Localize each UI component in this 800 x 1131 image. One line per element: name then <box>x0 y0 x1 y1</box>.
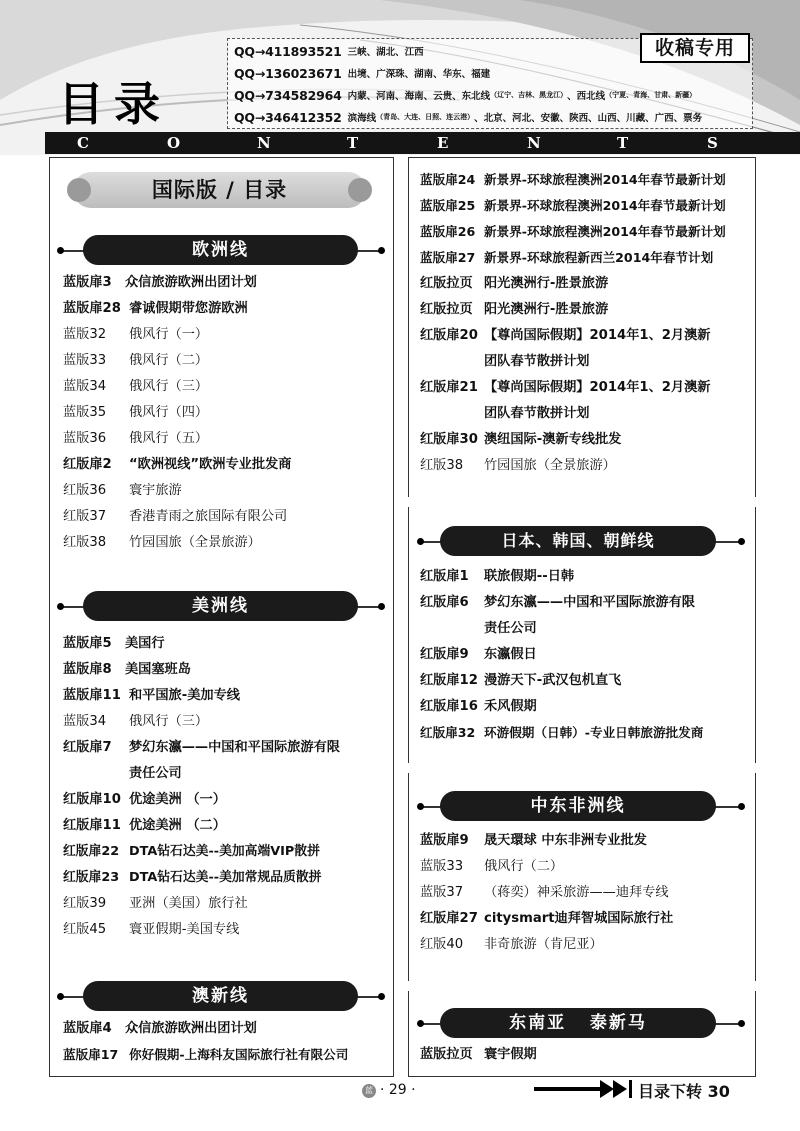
list-item[interactable] <box>63 683 240 709</box>
list-item[interactable] <box>63 478 182 504</box>
entry-text: 竹园国旅（全景旅游） <box>484 458 616 473</box>
entry-text: 非奇旅游（肯尼亚） <box>484 937 603 952</box>
entry-text: 俄风行（一） <box>129 327 209 342</box>
contents-letter: S <box>707 134 718 152</box>
entry-text: 你好假期-上海科友国际旅行社有限公司 <box>129 1047 349 1062</box>
entry-text: 睿诚假期带您游欧洲 <box>129 301 248 316</box>
entry-code: 红版扉2 <box>63 457 112 472</box>
entry-text: 阳光澳洲行-胜景旅游 <box>484 302 609 317</box>
entry-text: 竹园国旅（全景旅游） <box>129 535 261 550</box>
contents-letter: N <box>257 134 271 152</box>
entry-code: 红版扉27 <box>420 911 478 926</box>
entry-text: citysmart迪拜智城国际旅行社 <box>484 911 674 926</box>
qq-number: QQ→734582964 <box>234 87 342 103</box>
list-item[interactable] <box>420 1042 537 1068</box>
list-item[interactable] <box>63 348 208 374</box>
list-item[interactable] <box>420 167 726 193</box>
list-item[interactable] <box>420 271 608 297</box>
entry-text: 禾风假期 <box>484 699 537 714</box>
entry-code: 红版扉16 <box>420 699 478 714</box>
list-item[interactable] <box>420 564 574 590</box>
entry-code: 红版37 <box>63 509 107 524</box>
entry-text: 俄风行（四） <box>129 405 209 420</box>
entry-code: 蓝版扉3 <box>63 275 112 290</box>
list-item[interactable] <box>63 270 257 296</box>
entry-text: 【尊尚国际假期】2014年1、2月澳新 <box>484 328 711 343</box>
list-item[interactable] <box>420 854 563 880</box>
list-item[interactable] <box>63 787 226 813</box>
rule-dot <box>738 538 745 545</box>
list-item[interactable] <box>420 401 590 427</box>
entry-text: 新景界-环球旅程新西兰2014年春节计划 <box>484 250 714 265</box>
list-item[interactable] <box>420 642 537 668</box>
entry-code: 红版拉页 <box>420 276 473 291</box>
section-title-oceania: 澳新线 <box>83 981 358 1011</box>
entry-text: 团队春节散拼计划 <box>484 406 590 421</box>
list-item[interactable] <box>420 932 603 958</box>
rule-dot <box>378 603 385 610</box>
entry-text: 梦幻东瀛——中国和平国际旅游有限 <box>129 740 340 755</box>
entry-code: 红版39 <box>63 896 107 911</box>
entry-text: （蒋奕）神采旅游——迪拜专线 <box>484 885 669 900</box>
rule-dot <box>378 247 385 254</box>
list-item[interactable] <box>420 590 695 616</box>
entry-code: 蓝版拉页 <box>420 1047 473 1062</box>
entry-code: 蓝版扉11 <box>63 688 121 703</box>
qq-region-tail: 、西北线 <box>567 91 606 102</box>
contents-bar <box>45 132 800 154</box>
qq-region: 内蒙、河南、海南、云贵、东北线 <box>347 91 491 102</box>
list-item[interactable] <box>63 865 321 891</box>
rule-dot <box>57 603 64 610</box>
list-item[interactable] <box>420 219 726 245</box>
list-item[interactable] <box>63 1042 348 1068</box>
entry-text: 东瀛假日 <box>484 647 537 662</box>
list-item[interactable] <box>63 735 340 761</box>
continue-to-next-page[interactable]: 目录下转 30 <box>638 1082 730 1101</box>
entry-text: 俄风行（五） <box>129 431 209 446</box>
list-item[interactable] <box>420 720 703 746</box>
qq-region: 滨海线 <box>347 113 377 124</box>
submission-stamp: 收稿专用 <box>640 33 750 63</box>
entry-text: 环游假期（日韩）-专业日韩旅游批发商 <box>484 725 704 740</box>
entry-code: 红版扉1 <box>420 569 469 584</box>
entry-code: 红版扉7 <box>63 740 112 755</box>
entry-code: 蓝版扉26 <box>420 224 476 239</box>
list-item[interactable] <box>63 657 191 683</box>
entry-text: 美国行 <box>125 636 165 651</box>
qq-number: QQ→346412352 <box>234 109 342 125</box>
entry-text: 香港青雨之旅国际有限公司 <box>129 509 288 524</box>
qq-number: QQ→136023671 <box>234 65 342 81</box>
list-item[interactable] <box>63 296 248 322</box>
entry-text: 美国塞班岛 <box>125 662 191 677</box>
entry-text: 亚洲（美国）旅行社 <box>129 896 248 911</box>
list-item[interactable] <box>63 839 320 865</box>
entry-text: 优途美洲 （一） <box>129 792 226 807</box>
entry-code: 红版扉30 <box>420 432 478 447</box>
entry-code: 蓝版扉24 <box>420 172 476 187</box>
entry-code: 蓝版扉9 <box>420 833 469 848</box>
rule-dot <box>57 247 64 254</box>
contents-letter: T <box>347 134 359 152</box>
entry-code: 红版45 <box>63 922 107 937</box>
list-item[interactable] <box>420 828 647 854</box>
page-number: · 29 · <box>380 1082 416 1098</box>
contents-letter: C <box>77 134 89 152</box>
entry-text: 寰亚假期-美国专线 <box>129 922 240 937</box>
list-item[interactable] <box>63 530 261 556</box>
rule-dot <box>738 803 745 810</box>
list-item[interactable] <box>63 761 182 787</box>
entry-text: “欧洲视线”欧洲专业批发商 <box>129 457 292 472</box>
list-item[interactable] <box>63 426 208 452</box>
contents-letter: O <box>167 134 181 152</box>
rule-dot <box>738 1020 745 1027</box>
section-title-southeast-asia: 东南亚 泰新马 <box>440 1008 716 1038</box>
list-item[interactable] <box>63 452 291 478</box>
entry-text: DTA钻石达美--美加常规品质散拼 <box>129 870 322 885</box>
entry-text: 众信旅游欧洲出团计划 <box>125 1021 257 1036</box>
entry-text: 寰宇假期 <box>484 1047 537 1062</box>
list-item[interactable] <box>63 374 208 400</box>
entry-code: 蓝版34 <box>63 714 107 729</box>
rule-dot <box>417 803 424 810</box>
entry-text: 优途美洲 （二） <box>129 818 226 833</box>
contents-letter: N <box>527 134 541 152</box>
column-gap <box>406 497 758 507</box>
qq-row <box>234 107 702 127</box>
rule-dot <box>378 993 385 1000</box>
entry-text: 团队春节散拼计划 <box>484 354 590 369</box>
entry-code: 蓝版33 <box>420 859 464 874</box>
entry-text: 俄风行（三） <box>129 714 209 729</box>
entry-code: 蓝版36 <box>63 431 107 446</box>
entry-code: 红版扉20 <box>420 328 478 343</box>
rule-dot <box>57 993 64 1000</box>
entry-text: 新景界-环球旅程澳洲2014年春节最新计划 <box>484 198 726 213</box>
list-item[interactable] <box>63 891 248 917</box>
entry-text: 责任公司 <box>129 766 182 781</box>
entry-code: 红版扉21 <box>420 380 478 395</box>
section-title-europe: 欧洲线 <box>83 235 358 265</box>
entry-code: 蓝版35 <box>63 405 107 420</box>
list-item[interactable] <box>63 813 226 839</box>
entry-code: 蓝版扉28 <box>63 301 121 316</box>
list-item[interactable] <box>420 616 537 642</box>
entry-code: 红版拉页 <box>420 302 473 317</box>
entry-text: 晟天環球 中东非洲专业批发 <box>484 833 647 848</box>
rule-dot <box>417 1020 424 1027</box>
section-title-japan-korea: 日本、韩国、朝鲜线 <box>440 526 716 556</box>
entry-text: 澳纽国际-澳新专线批发 <box>484 432 622 447</box>
entry-text: 俄风行（二） <box>129 353 209 368</box>
arrow-line <box>534 1087 604 1091</box>
list-item[interactable] <box>420 375 711 401</box>
entry-code: 红版38 <box>420 458 464 473</box>
entry-code: 蓝版37 <box>420 885 464 900</box>
qq-region-tail: 、北京、河北、安徽、陕西、山西、川藏、广西、票务 <box>474 113 703 124</box>
entry-code: 蓝版扉8 <box>63 662 112 677</box>
entry-text: 新景界-环球旅程澳洲2014年春节最新计划 <box>484 224 726 239</box>
entry-code: 红版扉23 <box>63 870 120 885</box>
entry-text: 和平国旅-美加专线 <box>129 688 240 703</box>
list-item[interactable] <box>420 323 711 349</box>
list-item[interactable] <box>420 427 621 453</box>
entry-text: 寰宇旅游 <box>129 483 182 498</box>
entry-code: 蓝版扉25 <box>420 198 476 213</box>
list-item[interactable] <box>420 349 590 375</box>
rule-dot <box>417 538 424 545</box>
qq-region-detail: （宁夏、青海、甘肃、新疆） <box>605 91 697 99</box>
entry-text: 阳光澳洲行-胜景旅游 <box>484 276 609 291</box>
page-badge-icon: 蓝 <box>362 1084 376 1098</box>
entry-code: 蓝版扉5 <box>63 636 112 651</box>
entry-code: 红版扉10 <box>63 792 121 807</box>
qq-region: 三峡、湖北、江西 <box>347 47 424 58</box>
list-item[interactable] <box>63 631 165 657</box>
entry-code: 蓝版32 <box>63 327 107 342</box>
entry-code: 蓝版34 <box>63 379 107 394</box>
entry-code: 红版扉32 <box>420 725 476 740</box>
column-gap <box>406 981 758 991</box>
entry-code: 蓝版扉27 <box>420 250 476 265</box>
list-item[interactable] <box>63 1016 257 1042</box>
list-item[interactable] <box>420 880 669 906</box>
list-item[interactable] <box>63 709 208 735</box>
entry-text: 责任公司 <box>484 621 537 636</box>
list-item[interactable] <box>63 322 208 348</box>
entry-text: DTA钻石达美--美加高端VIP散拼 <box>129 844 320 859</box>
contents-letter: T <box>617 134 629 152</box>
qq-region-detail: （辽宁、吉林、黑龙江） <box>490 91 568 99</box>
entry-code: 蓝版扉17 <box>63 1047 119 1062</box>
entry-text: 漫游天下-武汉包机直飞 <box>484 673 622 688</box>
qq-row <box>234 63 490 83</box>
double-arrow-icon <box>600 1080 636 1098</box>
contents-letter: E <box>437 134 449 152</box>
qq-region-detail: （青岛、大连、日照、连云港） <box>376 113 475 121</box>
entry-code: 红版40 <box>420 937 464 952</box>
list-item[interactable] <box>63 504 287 530</box>
qq-region: 出境、广深珠、湖南、华东、福建 <box>347 69 491 80</box>
entry-text: 【尊尚国际假期】2014年1、2月澳新 <box>484 380 711 395</box>
entry-text: 俄风行（二） <box>484 859 564 874</box>
entry-code: 红版扉11 <box>63 818 121 833</box>
entry-code: 蓝版33 <box>63 353 107 368</box>
list-item[interactable] <box>420 906 673 932</box>
entry-code: 红版扉9 <box>420 647 469 662</box>
qq-number: QQ→411893521 <box>234 43 342 59</box>
entry-text: 联旅假期--日韩 <box>484 569 575 584</box>
list-item[interactable] <box>63 400 208 426</box>
entry-text: 俄风行（三） <box>129 379 209 394</box>
list-item[interactable] <box>420 245 713 271</box>
qq-row <box>234 41 424 61</box>
section-banner: 国际版 / 目录 <box>73 172 366 208</box>
list-item[interactable] <box>63 917 239 943</box>
qq-row <box>234 85 696 105</box>
entry-code: 红版扉22 <box>63 844 120 859</box>
entry-code: 红版扉6 <box>420 595 469 610</box>
column-gap <box>406 763 758 773</box>
entry-code: 蓝版扉4 <box>63 1021 112 1036</box>
section-title-americas: 美洲线 <box>83 591 358 621</box>
entry-code: 红版38 <box>63 535 107 550</box>
list-item[interactable] <box>420 668 621 694</box>
list-item[interactable] <box>420 297 608 323</box>
section-title-middle-east-africa: 中东非洲线 <box>440 791 716 821</box>
entry-code: 红版扉12 <box>420 673 478 688</box>
entry-text: 新景界-环球旅程澳洲2014年春节最新计划 <box>484 172 726 187</box>
entry-text: 梦幻东瀛——中国和平国际旅游有限 <box>484 595 695 610</box>
list-item[interactable] <box>420 453 616 479</box>
entry-text: 众信旅游欧洲出团计划 <box>125 275 257 290</box>
list-item[interactable] <box>420 193 726 219</box>
page-title: 目录 <box>58 77 170 131</box>
list-item[interactable] <box>420 694 537 720</box>
entry-code: 红版36 <box>63 483 107 498</box>
